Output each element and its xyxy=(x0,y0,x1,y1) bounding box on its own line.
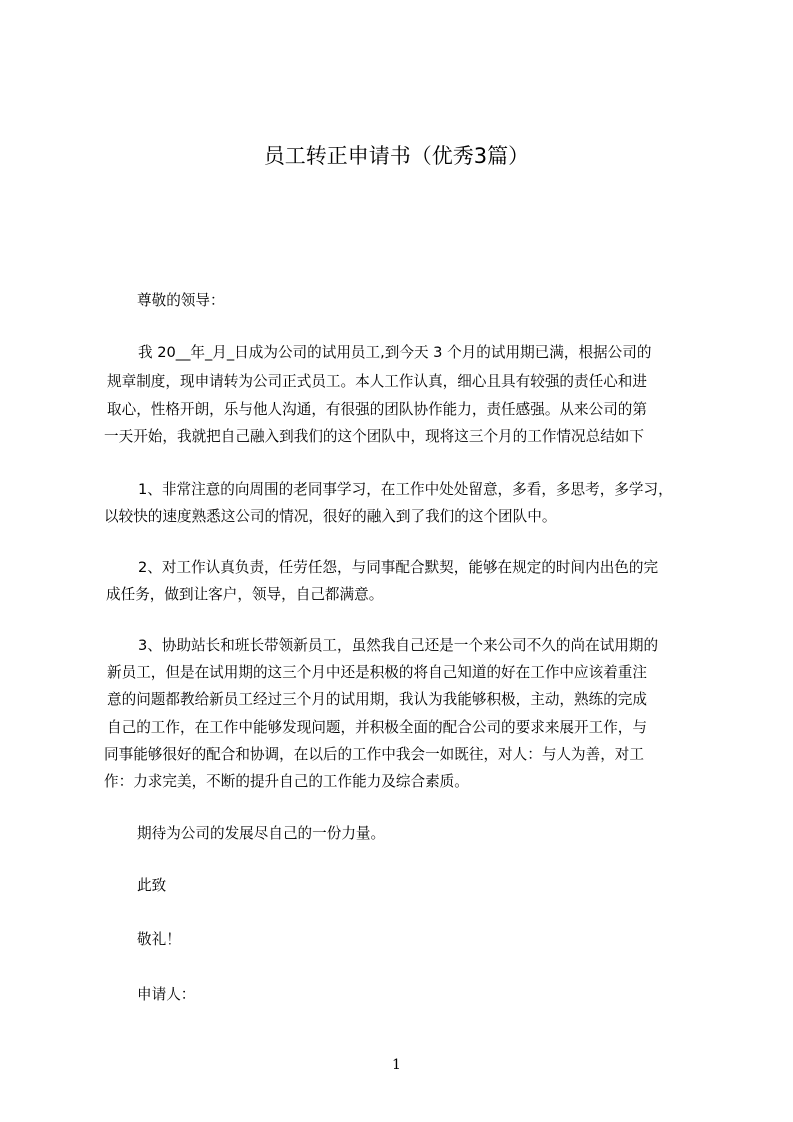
intro-line: 取心，性格开朗，乐与他人沟通，有很强的团队协作能力，责任感强。从来公司的第 xyxy=(107,401,647,418)
document-title: 员工转正申请书（优秀3篇） xyxy=(263,144,530,168)
point-1-line: 以较快的速度熟悉这公司的情况，很好的融入到了我们的这个团队中。 xyxy=(104,508,557,525)
sign-off-2: 敬礼！ xyxy=(137,931,181,948)
intro-line: 我 20__年_月_日成为公司的试用员工,到今天 3 个月的试用期已满，根据公司的 xyxy=(138,344,652,361)
point-2-line: 2、对工作认真负责，任劳任怨，与同事配合默契，能够在规定的时间内出色的完 xyxy=(138,559,659,576)
page-number: 1 xyxy=(392,1057,401,1073)
intro-line: 规章制度，现申请转为公司正式员工。本人工作认真，细心且具有较强的责任心和进 xyxy=(107,373,647,390)
point-1-line: 1、非常注意的向周围的老同事学习，在工作中处处留意，多看，多思考，多学习， xyxy=(138,481,673,498)
point-3-line: 作：力求完美，不断的提升自己的工作能力及综合素质。 xyxy=(104,773,469,790)
point-3-line: 同事能够很好的配合和协调，在以后的工作中我会一如既往，对人：与人为善，对工 xyxy=(104,746,644,763)
point-2-line: 成任务，做到让客户，领导，自己都满意。 xyxy=(106,586,384,603)
point-3-line: 自己的工作，在工作中能够发现问题，并积极全面的配合公司的要求来展开工作，与 xyxy=(107,719,647,736)
closing-line: 期待为公司的发展尽自己的一份力量。 xyxy=(137,825,386,842)
point-3-line: 新员工，但是在试用期的这三个月中还是积极的将自己知道的好在工作中应该着重注 xyxy=(107,664,647,681)
sign-off-1: 此致 xyxy=(137,877,167,894)
point-3-line: 意的问题都教给新员工经过三个月的试用期，我认为我能够积极，主动，熟练的完成 xyxy=(107,691,647,708)
intro-line: 一天开始，我就把自己融入到我们的这个团队中，现将这三个月的工作情况总结如下 xyxy=(104,428,644,445)
point-3-line: 3、协助站长和班长带领新员工，虽然我自己还是一个来公司不久的尚在试用期的 xyxy=(138,637,659,654)
salutation: 尊敬的领导： xyxy=(137,292,225,309)
applicant-label: 申请人： xyxy=(137,986,196,1003)
